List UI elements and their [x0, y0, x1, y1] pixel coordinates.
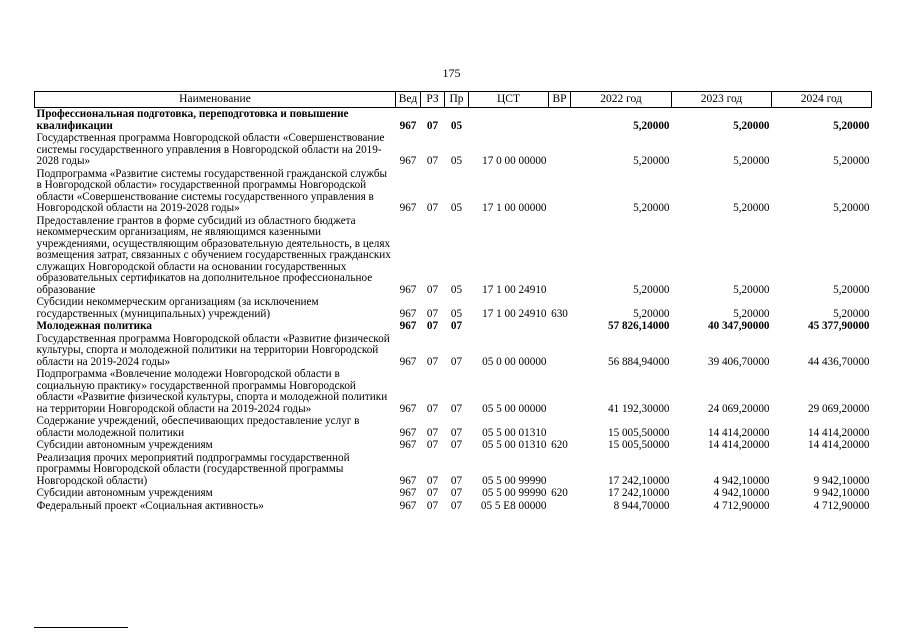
cell-y2023: 4 712,90000: [713, 499, 770, 512]
cell-y2022: 5,20000: [633, 283, 670, 296]
cell-y2022: 41 192,30000: [607, 402, 670, 415]
cell-cst: [469, 108, 549, 133]
cell-cst: 17 0 00 00000: [482, 155, 547, 167]
cell-name: Субсидии некоммерческим организациям (за исключением государственных (муниципальных) учреждений): [36, 296, 319, 320]
table-header-row: [35, 92, 872, 108]
header-vr: ВР: [549, 92, 571, 108]
table-row: [35, 333, 872, 369]
cell-pr: 05: [450, 283, 463, 296]
cell-name: Молодежная политика: [36, 320, 152, 332]
cell-ved: 967: [399, 355, 417, 368]
cell-name: Субсидии автономным учреждениям: [36, 487, 213, 499]
cell-pr: 05: [450, 119, 463, 132]
cell-ved: 967: [399, 426, 417, 439]
cell-vr: [549, 500, 571, 513]
page-number: 175: [442, 66, 461, 80]
cell-y2022: 56 884,94000: [607, 355, 670, 368]
cell-name: Профессиональная подготовка, переподготовка и повышение квалификации: [36, 108, 349, 132]
footnote-rule: [34, 627, 128, 628]
cell-y2024: 45 377,90000: [807, 320, 870, 332]
cell-vr: [549, 168, 571, 215]
cell-name: Подпрограмма «Развитие системы государственной гражданской службы в Новгородской области» государственной программы Новгородской области «Совершенствование системы государственного управления в Новгородской области на 2019-2028 годы»: [36, 167, 388, 214]
cell-y2022: 5,20000: [633, 202, 670, 214]
table-row: [35, 168, 872, 215]
cell-y2023: 5,20000: [733, 119, 770, 132]
cell-pr: 07: [450, 487, 463, 499]
cell-rz: 07: [426, 202, 439, 214]
cell-vr: [549, 320, 571, 333]
cell-ved: 967: [399, 439, 417, 451]
table-row: [35, 368, 872, 415]
cell-name: Подпрограмма «Вовлечение молодежи Новгородской области в социальную практику» государственной программы Новгородской области «Развитие физической культуры, спорта и молодежной политики на территории Новгородской области на 2019-2024 годы»: [36, 368, 388, 415]
cell-rz: 07: [426, 119, 439, 132]
cell-y2024: 4 712,90000: [813, 499, 870, 512]
cell-y2022: 17 242,10000: [607, 474, 670, 487]
cell-y2023: 14 414,20000: [707, 439, 770, 451]
header-rz: РЗ: [421, 92, 445, 108]
cell-y2023: 4 942,10000: [713, 474, 770, 487]
budget-table: [34, 91, 872, 512]
cell-y2022: 5,20000: [633, 119, 670, 132]
cell-vr: [549, 415, 571, 439]
cell-y2022: 17 242,10000: [607, 487, 670, 499]
cell-pr: 07: [450, 402, 463, 415]
table-row: [35, 415, 872, 439]
cell-rz: 07: [426, 439, 439, 451]
header-2022: 2022 год: [571, 92, 672, 108]
cell-name: Государственная программа Новгородской области «Развитие физической культуры, спорта и молодежной политики на территории Новгородской области на 2019-2024 годы»: [36, 332, 390, 368]
cell-y2024: 29 069,20000: [807, 402, 870, 415]
table-row: [35, 215, 872, 297]
table-row: [35, 108, 872, 133]
cell-ved: 967: [399, 499, 417, 512]
header-2024: 2024 год: [772, 92, 872, 108]
cell-cst: 05 0 00 00000: [482, 355, 547, 368]
header-cst: ЦСТ: [469, 92, 549, 108]
table-row: [35, 487, 872, 500]
header-name: Наименование: [35, 92, 396, 108]
cell-y2022: 15 005,50000: [607, 439, 670, 451]
table-body: [35, 108, 872, 513]
cell-pr: 07: [450, 474, 463, 487]
cell-y2024: 14 414,20000: [807, 439, 870, 451]
table-row: [35, 500, 872, 513]
cell-y2024: 14 414,20000: [807, 426, 870, 439]
cell-cst: 05 5 00 01310: [482, 426, 547, 439]
table-row: [35, 439, 872, 452]
cell-name: Государственная программа Новгородской области «Совершенствование системы государственного управления в Новгородской области на 2019-2028 годы»: [36, 132, 385, 167]
table-row: [35, 296, 872, 320]
cell-y2024: 5,20000: [833, 283, 870, 296]
cell-y2022: 5,20000: [633, 307, 670, 320]
header-ved: Вед: [396, 92, 421, 108]
cell-ved: 967: [399, 307, 417, 320]
cell-y2023: 5,20000: [733, 202, 770, 214]
cell-ved: 967: [399, 202, 417, 214]
cell-y2024: 5,20000: [833, 202, 870, 214]
cell-vr: [549, 452, 571, 488]
cell-y2022: 8 944,70000: [613, 499, 670, 512]
cell-pr: 05: [450, 155, 463, 167]
cell-rz: 07: [426, 155, 439, 167]
cell-cst: 17 1 00 24910: [482, 307, 547, 320]
cell-cst: 05 5 00 00000: [482, 402, 547, 415]
cell-y2023: 24 069,20000: [707, 402, 770, 415]
cell-y2023: 40 347,90000: [707, 320, 770, 332]
cell-rz: 07: [426, 499, 439, 512]
cell-pr: 07: [450, 426, 463, 439]
cell-ved: 967: [399, 487, 417, 499]
cell-vr: [549, 368, 571, 415]
cell-pr: 07: [450, 499, 463, 512]
cell-y2024: 9 942,10000: [813, 487, 870, 499]
cell-cst: [469, 320, 549, 333]
cell-rz: 07: [426, 402, 439, 415]
cell-ved: 967: [399, 474, 417, 487]
cell-vr: [549, 333, 571, 369]
cell-y2022: 15 005,50000: [607, 426, 670, 439]
cell-cst: 17 1 00 24910: [482, 283, 547, 296]
cell-y2024: 9 942,10000: [813, 474, 870, 487]
cell-ved: 967: [399, 402, 417, 415]
cell-rz: 07: [426, 307, 439, 320]
cell-name: Предоставление грантов в форме субсидий из областного бюджета некоммерческим организациям, не являющимся казенными учреждениями, осуществляющим образовательную деятельность, в целях возмещения затрат, связанных с обучением государственных гражданских служащих Новгородской области на основании государственных образовательных сертификатов на дополнительное профессиональное образование: [36, 214, 391, 296]
table-row: [35, 452, 872, 488]
cell-vr: 620: [551, 439, 568, 451]
cell-name: Федеральный проект «Социальная активность»: [36, 499, 264, 512]
table-row: [35, 320, 872, 333]
cell-rz: 07: [426, 283, 439, 296]
header-2023: 2023 год: [672, 92, 772, 108]
cell-pr: 07: [450, 320, 463, 332]
cell-cst: 05 5 E8 00000: [480, 499, 547, 512]
cell-ved: 967: [399, 155, 417, 167]
cell-pr: 05: [450, 202, 463, 214]
cell-cst: 05 5 00 01310: [482, 439, 547, 451]
cell-vr: 630: [551, 307, 568, 320]
cell-y2024: 5,20000: [833, 119, 870, 132]
cell-rz: 07: [426, 426, 439, 439]
cell-y2024: 44 436,70000: [807, 355, 870, 368]
cell-y2024: 5,20000: [833, 307, 870, 320]
cell-name: Реализация прочих мероприятий подпрограммы государственной программы Новгородской области (государственной программы Новгородской области): [36, 451, 350, 487]
cell-pr: 05: [450, 307, 463, 320]
cell-y2023: 5,20000: [733, 307, 770, 320]
cell-y2023: 5,20000: [733, 283, 770, 296]
cell-vr: 620: [551, 487, 568, 499]
cell-pr: 07: [450, 355, 463, 368]
cell-rz: 07: [426, 355, 439, 368]
table-row: [35, 132, 872, 168]
cell-cst: 17 1 00 00000: [482, 202, 547, 214]
cell-cst: 05 5 00 99990: [482, 487, 547, 499]
cell-vr: [549, 108, 571, 133]
cell-y2022: 5,20000: [633, 155, 670, 167]
cell-pr: 07: [450, 439, 463, 451]
cell-y2023: 4 942,10000: [713, 487, 770, 499]
cell-ved: 967: [399, 320, 417, 332]
cell-y2023: 39 406,70000: [707, 355, 770, 368]
cell-rz: 07: [426, 487, 439, 499]
cell-y2024: 5,20000: [833, 155, 870, 167]
header-pr: Пр: [445, 92, 469, 108]
cell-ved: 967: [399, 119, 417, 132]
cell-name: Субсидии автономным учреждениям: [36, 439, 213, 451]
cell-vr: [549, 215, 571, 297]
cell-name: Содержание учреждений, обеспечивающих предоставление услуг в области молодежной политики: [36, 415, 360, 439]
cell-y2023: 5,20000: [733, 155, 770, 167]
cell-rz: 07: [426, 320, 439, 332]
cell-ved: 967: [399, 283, 417, 296]
cell-rz: 07: [426, 474, 439, 487]
cell-y2022: 57 826,14000: [607, 320, 670, 332]
cell-y2023: 14 414,20000: [707, 426, 770, 439]
cell-cst: 05 5 00 99990: [482, 474, 547, 487]
cell-vr: [549, 132, 571, 168]
